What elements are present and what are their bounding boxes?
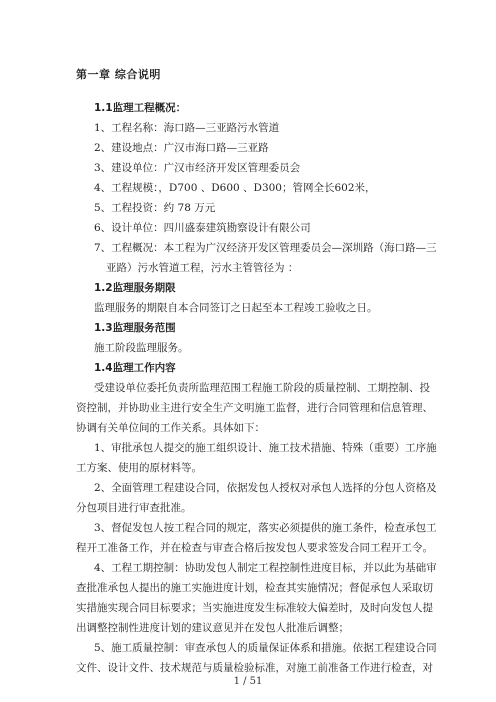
paragraph-line: 程开工准备工作，并在检查与审查合格后按发包人要求签发合同工程开工令。 — [76, 542, 433, 554]
paragraph-line: 查批准承包人提出的施工实施进度计划，检查其实施情况；督促承包人采取切 — [76, 582, 433, 594]
paragraph-line: 出调整控制性进度计划的建议意见并在发包人批准后调整； — [76, 622, 349, 634]
paragraph-line: 受建设单位委托负责所监理范围工程施工阶段的质量控制、工期控制、投 — [94, 382, 430, 394]
list-item: 1、工程名称：海口路—三亚路污水管道 — [94, 122, 280, 134]
paragraph-line: 5、施工质量控制：审查承包人的质量保证体系和措施。依据工程建设合同 — [94, 642, 437, 654]
section-heading-1-3: 1.3监理服务范围 — [94, 322, 176, 334]
paragraph-line: 1、审批承包人提交的施工组织设计、施工技术措施、特殊（重要）工序施 — [94, 442, 437, 454]
paragraph-line: 2、全面管理工程建设合同，依据发包人授权对承包人选择的分包人资格及 — [94, 482, 437, 494]
paragraph-line: 文件、设计文件、技术规范与质量检验标准，对施工前准备工作进行检查，对 — [76, 662, 433, 674]
paragraph-line: 资控制，并协助业主进行安全生产文明施工监督，进行合同管理和信息管理、 — [76, 402, 433, 414]
list-item: 7、工程概况：本工程为广汉经济开发区管理委员会—深圳路（海口路—三 — [94, 242, 437, 254]
section-text: 监理服务的期限自本合同签订之日起至本工程竣工验收之日。 — [94, 302, 378, 314]
paragraph-line: 4、工程工期控制：协助发包人制定工程控制性进度目标，并以此为基础审 — [94, 562, 437, 574]
list-item: 4、工程规模：，D700 、D600 、D300；管网全长602米， — [94, 182, 376, 194]
list-item: 5、工程投资：约 78 万元 — [94, 202, 216, 214]
paragraph-line: 协调有关单位间的工作关系。具体如下： — [76, 422, 265, 434]
list-item-continuation: 亚路）污水管道工程，污水主管管径为 ： — [106, 262, 299, 274]
list-item: 2、建设地点：广汉市海口路—三亚路 — [94, 142, 269, 154]
paragraph-line: 实措施实现合同目标要求；当实施进度发生标准较大偏差时，及时向发包人提 — [76, 602, 433, 614]
chapter-title: 第一章 综合说明 — [76, 68, 161, 81]
paragraph-line: 工方案、使用的原材料等。 — [76, 462, 202, 474]
list-item: 6、设计单位：四川盛泰建筑勘察设计有限公司 — [94, 222, 311, 234]
section-heading-1-2: 1.2监理服务期限 — [94, 282, 176, 294]
paragraph-line: 3、督促发包人按工程合同的规定，落实必须提供的施工条件，检查承包工 — [94, 522, 437, 534]
list-item: 3、建设单位：广汉市经济开发区管理委员会 — [94, 162, 301, 174]
paragraph-line: 分包项目进行审查批准。 — [76, 502, 192, 514]
section-text: 施工阶段监理服务。 — [94, 342, 189, 354]
section-heading-1-4: 1.4监理工作内容 — [94, 362, 176, 374]
page-number: 1 / 51 — [233, 676, 263, 687]
section-heading-1-1: 1.1监理工程概况： — [94, 102, 187, 114]
